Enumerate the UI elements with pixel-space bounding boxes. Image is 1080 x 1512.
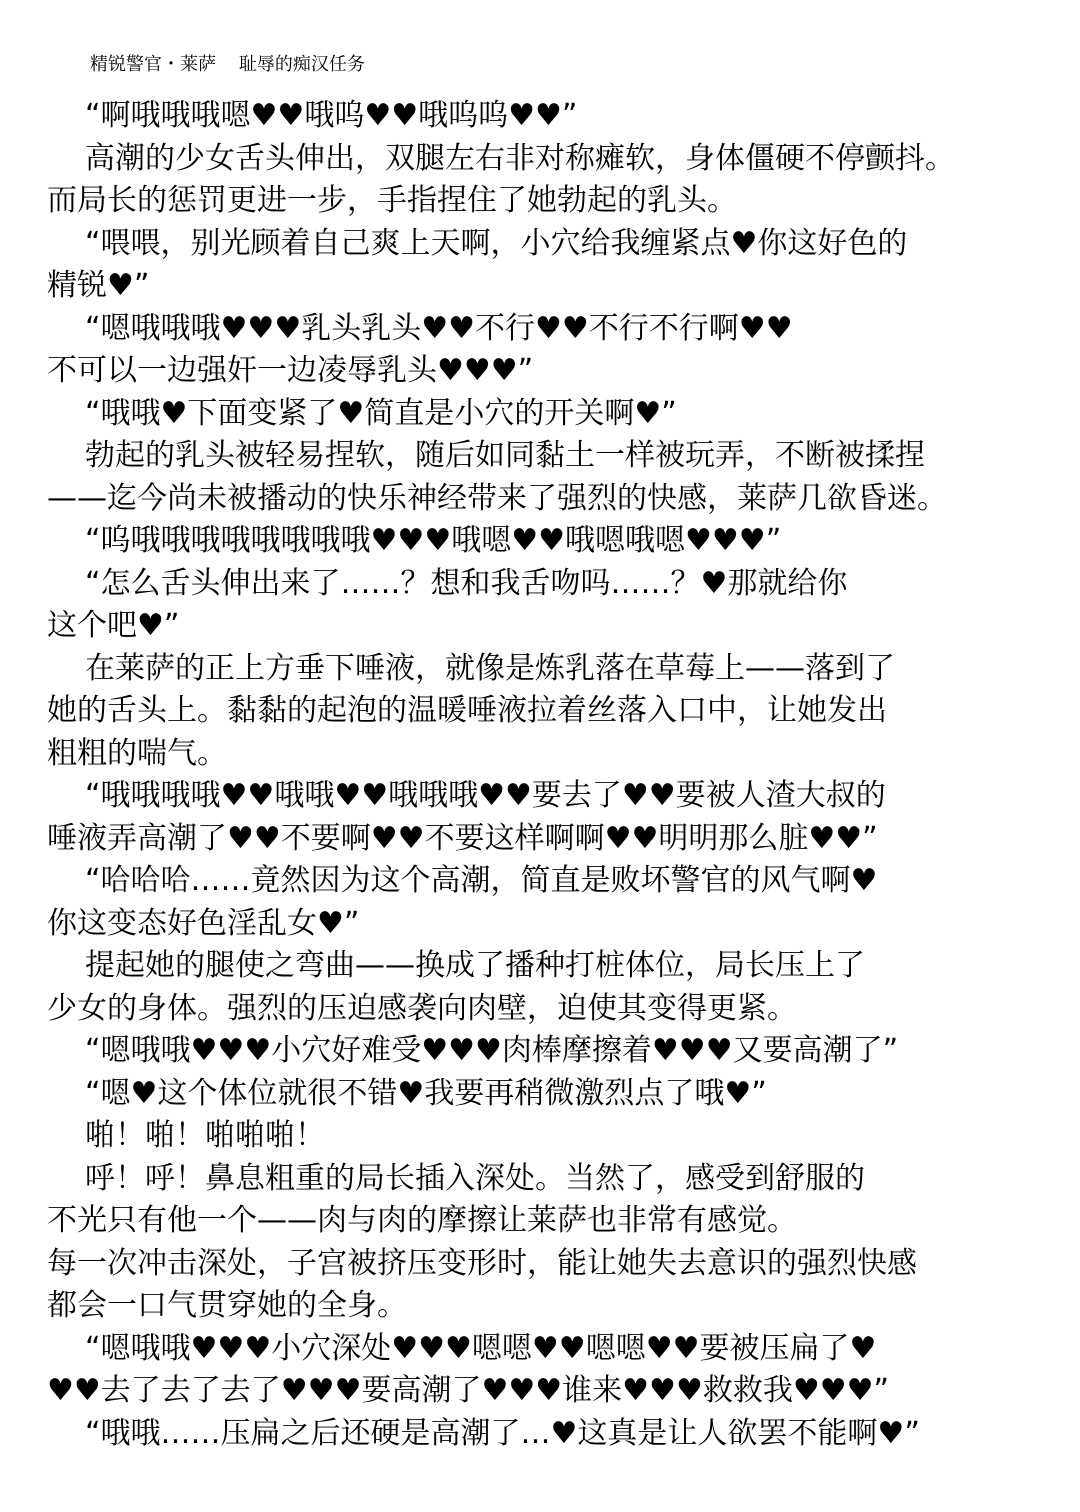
body-text [47,95,1077,1455]
text-line: “哦哦♥下面变紧了♥简直是小穴的开关啊♥” [85,395,677,431]
text-line: 都会一口气贯穿她的全身。 [47,1288,407,1323]
text-line: 高潮的少女舌头伸出，双腿左右非对称瘫软，身体僵硬不停颤抖。 [85,140,955,176]
text-line: “嗯哦哦哦♥♥♥乳头乳头♥♥不行♥♥不行不行啊♥♥ [85,310,793,346]
book-title: 精锐警官・莱萨 [90,54,216,75]
text-line: “哦哦哦哦♥♥哦哦♥♥哦哦哦♥♥要去了♥♥要被人渣大叔的 [85,778,886,813]
text-line: “喂喂，别光顾着自己爽上天啊，小穴给我缠紧点♥你这好色的 [85,225,908,261]
text-line: 她的舌头上。黏黏的起泡的温暖唾液拉着丝落入口中，让她发出 [47,693,887,728]
text-line: 精锐♥” [47,268,150,303]
chapter-title: 耻辱的痴汉任务 [238,54,365,75]
text-line: 在莱萨的正上方垂下唾液，就像是炼乳落在草莓上——落到了 [85,650,895,686]
text-line: 不光只有他一个——肉与肉的摩擦让莱萨也非常有感觉。 [47,1203,797,1238]
text-line: “嗯哦哦♥♥♥小穴好难受♥♥♥肉棒摩擦着♥♥♥又要高潮了” [85,1033,899,1068]
text-line: 粗粗的喘气。 [47,735,227,771]
text-line: 呼！呼！鼻息粗重的局长插入深处。当然了，感受到舒服的 [85,1160,865,1196]
text-line: 不可以一边强奸一边凌辱乳头♥♥♥” [47,353,534,388]
running-header [90,50,365,76]
text-line: “嗯♥这个体位就很不错♥我要再稍微激烈点了哦♥” [85,1075,767,1111]
text-line: “啊哦哦哦嗯♥♥哦呜♥♥哦呜呜♥♥” [85,98,578,133]
text-line: “呜哦哦哦哦哦哦哦哦♥♥♥哦嗯♥♥哦嗯哦嗯♥♥♥” [85,523,782,558]
text-line: “嗯哦哦♥♥♥小穴深处♥♥♥嗯嗯♥♥嗯嗯♥♥要被压扁了♥ [85,1330,877,1366]
text-line: “怎么舌头伸出来了……？想和我舌吻吗……？♥那就给你 [85,565,848,601]
text-line: “哦哦……压扁之后还硬是高潮了…♥这真是让人欲罢不能啊♥” [85,1415,920,1451]
text-line: 这个吧♥” [47,608,180,643]
text-line: 唾液弄高潮了♥♥不要啊♥♥不要这样啊啊♥♥明明那么脏♥♥” [47,820,878,856]
text-line: ——迄今尚未被播动的快乐神经带来了强烈的快感，莱萨几欲昏迷。 [47,480,947,516]
text-line: 而局长的惩罚更进一步，手指捏住了她勃起的乳头。 [47,183,737,218]
text-line: 提起她的腿使之弯曲——换成了播种打桩体位，局长压上了 [85,948,865,983]
text-line: 你这变态好色淫乱女♥” [47,905,360,941]
text-line: 啪！啪！啪啪啪！ [85,1118,325,1153]
text-line: ♥♥去了去了去了♥♥♥要高潮了♥♥♥谁来♥♥♥救救我♥♥♥” [47,1373,890,1408]
text-line: 每一次冲击深处，子宫被挤压变形时，能让她失去意识的强烈快感 [47,1245,917,1281]
text-line: 少女的身体。强烈的压迫感袭向肉壁，迫使其变得更紧。 [47,990,797,1026]
text-line: 勃起的乳头被轻易捏软，随后如同黏土一样被玩弄，不断被揉捏 [85,438,925,473]
text-line: “哈哈哈……竟然因为这个高潮，简直是败坏警官的风气啊♥ [85,863,878,898]
